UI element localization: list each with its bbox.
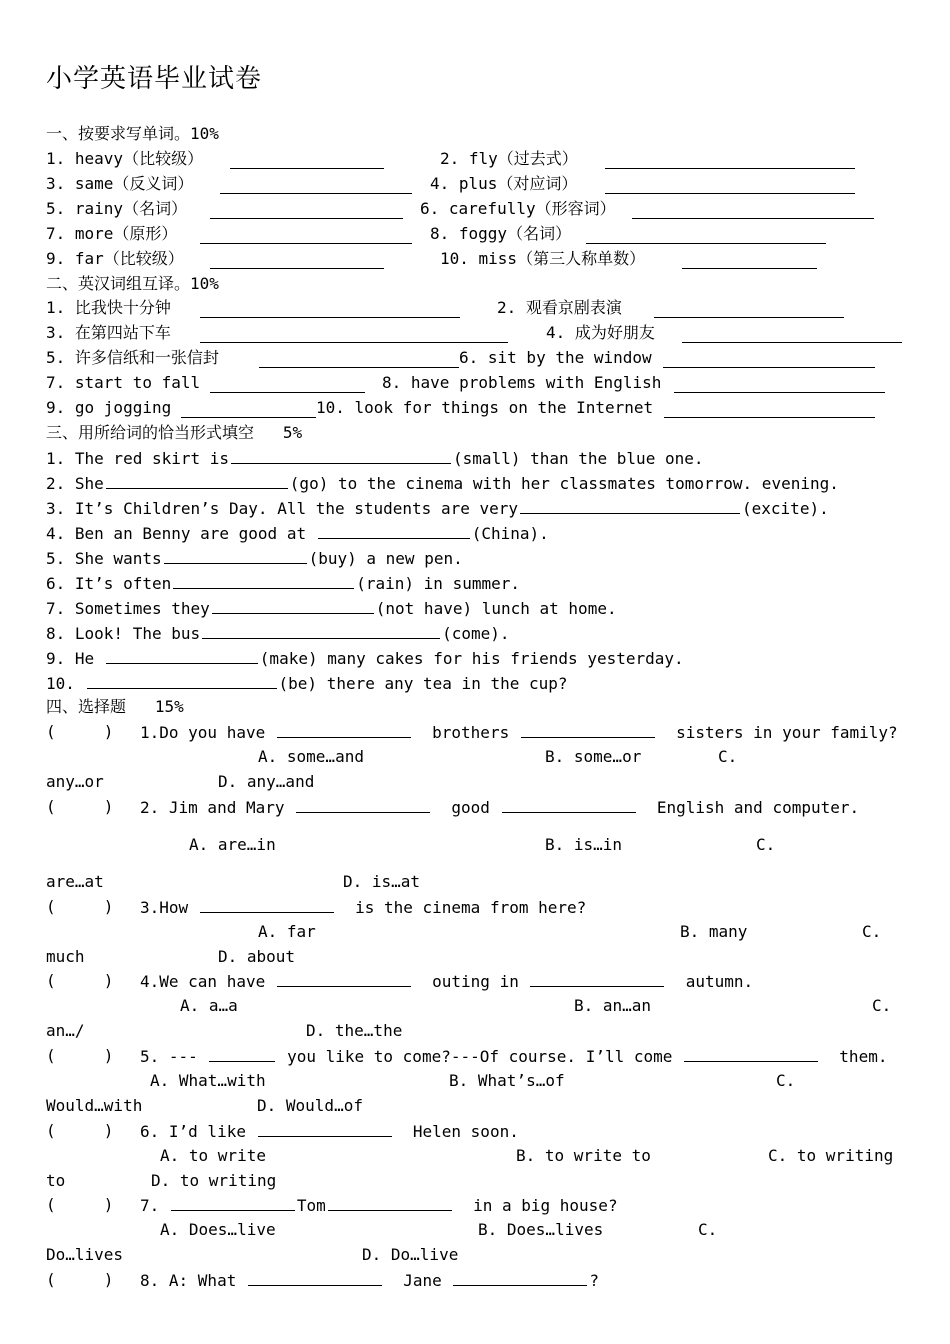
s4-q2-option-d[interactable]: D. is…at (343, 872, 421, 891)
s4-q1-part-a: 1.Do you have (140, 723, 266, 742)
s3-question-3 (46, 497, 829, 519)
s4-q6-option-a[interactable]: A. to write (160, 1146, 266, 1165)
s3-question-10 (46, 672, 568, 694)
s2-q3-blank[interactable] (200, 326, 508, 343)
s4-q6-option-b[interactable]: B. to write to (516, 1146, 651, 1165)
s4-q7-option-c-text: Do…lives (46, 1245, 124, 1264)
section-1-heading: 一、按要求写单词。10% (46, 124, 219, 143)
s3-q7-post: (not have) lunch at home. (375, 599, 617, 618)
s4-q5-part-b: you like to come?---Of course. I’ll come (287, 1047, 673, 1066)
s4-q3-option-d[interactable]: D. about (218, 947, 296, 966)
s4-q7-option-a[interactable]: A. Does…live (160, 1220, 276, 1239)
s2-q4-text: 4. 成为好朋友 (546, 323, 655, 342)
s4-question-8 (140, 1269, 599, 1291)
s2-question-8 (382, 372, 661, 394)
s4-q4-blank-1[interactable] (277, 970, 411, 987)
s4-q2-part-c: English and computer. (656, 798, 860, 817)
s4-q7-option-d[interactable]: D. Do…live (362, 1245, 459, 1264)
s2-q3-text: 3. 在第四站下车 (46, 323, 171, 342)
s4-q1-option-a[interactable]: A. some…and (258, 747, 364, 766)
s2-q10-text: 10. look for things on the Internet (316, 398, 654, 417)
s4-q2-answer-parens[interactable]: ( ) (46, 797, 114, 816)
s3-q8-blank[interactable] (202, 622, 440, 639)
s3-q2-post: (go) to the cinema with her classmates tomorrow. evening. (289, 474, 839, 493)
page-title: 小学英语毕业试卷 (46, 64, 263, 94)
s4-question-3 (140, 896, 586, 918)
s4-q4-option-c-text: an…/ (46, 1021, 85, 1040)
s2-q9-text: 9. go jogging (46, 398, 172, 417)
s3-question-2 (46, 472, 839, 494)
s2-question-1 (46, 297, 171, 319)
s4-q1-blank-1[interactable] (277, 721, 411, 738)
s4-q6-part-a: 6. I’d like (140, 1122, 246, 1141)
s4-q2-option-c-label[interactable]: C. (756, 835, 776, 854)
s4-q3-option-b[interactable]: B. many (680, 922, 748, 941)
s4-q8-part-b: Jane (403, 1271, 442, 1290)
s4-q2-option-c-text: are…at (46, 872, 104, 891)
s3-question-9 (46, 647, 684, 669)
s2-q2-blank[interactable] (654, 301, 844, 318)
s4-q5-option-c-text: Would…with (46, 1096, 143, 1115)
s3-question-7 (46, 597, 617, 619)
s4-q6-answer-parens[interactable]: ( ) (46, 1121, 114, 1140)
s4-q7-answer-parens[interactable]: ( ) (46, 1195, 114, 1214)
s2-question-2 (497, 297, 622, 319)
s4-q1-option-d[interactable]: D. any…and (218, 772, 315, 791)
s4-q4-option-c-label[interactable]: C. (872, 996, 892, 1015)
s4-q4-part-a: 4.We can have (140, 972, 266, 991)
s3-q2-blank[interactable] (106, 472, 288, 489)
s3-question-8 (46, 622, 510, 644)
s4-q7-blank-1[interactable] (171, 1194, 295, 1211)
s4-q6-option-d[interactable]: D. to writing (151, 1171, 277, 1190)
s4-q4-blank-2[interactable] (530, 970, 664, 987)
s4-q6-part-b: Helen soon. (412, 1122, 519, 1141)
s4-q3-option-c-text: much (46, 947, 85, 966)
s2-question-5 (46, 347, 219, 369)
s4-q5-option-d[interactable]: D. Would…of (257, 1096, 363, 1115)
s4-q1-part-b: brothers (432, 723, 510, 742)
s3-q2-pre: 2. She (46, 474, 104, 493)
s1-q4-blank[interactable] (605, 177, 855, 194)
s4-q3-answer-parens[interactable]: ( ) (46, 897, 114, 916)
s1-q1-text: 1. heavy（比较级） (46, 149, 204, 168)
s4-q7-option-c-label[interactable]: C. (698, 1220, 718, 1239)
s3-question-1 (46, 447, 703, 469)
s3-q1-blank[interactable] (231, 447, 451, 464)
s2-q4-blank[interactable] (682, 326, 902, 343)
s4-q1-answer-parens[interactable]: ( ) (46, 722, 114, 741)
s3-q5-blank[interactable] (164, 547, 307, 564)
s1-question-6 (420, 198, 616, 220)
s3-q8-pre: 8. Look! The bus (46, 624, 201, 643)
s4-q5-part-c: them. (839, 1047, 888, 1066)
s3-q6-post: (rain) in summer. (356, 574, 520, 593)
s1-q10-blank[interactable] (682, 252, 817, 269)
s3-question-6 (46, 572, 520, 594)
s3-q4-blank[interactable] (318, 522, 470, 539)
s1-q10-text: 10. miss（第三人称单数） (440, 249, 646, 268)
s4-q1-part-c: sisters in your family? (676, 723, 898, 742)
s2-question-7 (46, 372, 200, 394)
s3-q6-pre: 6. It’s often (46, 574, 172, 593)
s3-q5-post: (buy) a new pen. (308, 549, 463, 568)
s4-q5-blank-1[interactable] (209, 1045, 275, 1062)
s4-q7-option-b[interactable]: B. Does…lives (478, 1220, 604, 1239)
s2-q8-text: 8. have problems with English (382, 373, 662, 392)
s3-question-5 (46, 547, 463, 569)
s4-q3-blank[interactable] (200, 896, 334, 913)
s4-q2-part-a: 2. Jim and Mary (140, 798, 285, 817)
s4-q4-option-a[interactable]: A. a…a (180, 996, 238, 1015)
s3-q3-post: (excite). (742, 499, 829, 518)
s2-question-6 (459, 347, 652, 369)
s4-q7-part-a: 7. (140, 1196, 169, 1215)
s2-question-9 (46, 397, 171, 419)
s2-question-10 (316, 397, 653, 419)
s4-q4-answer-parens[interactable]: ( ) (46, 971, 114, 990)
s4-q1-option-c-text: any…or (46, 772, 104, 791)
s4-q5-option-c-label[interactable]: C. (776, 1071, 796, 1090)
s1-q7-blank[interactable] (200, 227, 412, 244)
s4-q4-option-d[interactable]: D. the…the (306, 1021, 403, 1040)
s4-q5-answer-parens[interactable]: ( ) (46, 1046, 114, 1065)
s3-q7-blank[interactable] (212, 597, 374, 614)
s4-q5-option-b[interactable]: B. What’s…of (449, 1071, 565, 1090)
s4-q4-part-b: outing in (432, 972, 519, 991)
s2-q5-text: 5. 许多信纸和一张信封 (46, 348, 219, 367)
s4-q5-blank-2[interactable] (684, 1045, 818, 1062)
s4-q2-option-a[interactable]: A. are…in (189, 835, 276, 854)
s4-q2-option-b[interactable]: B. is…in (545, 835, 623, 854)
s4-q8-blank-2[interactable] (453, 1269, 587, 1286)
s3-q8-post: (come). (442, 624, 510, 643)
s3-q4-post: (China). (471, 524, 549, 543)
s3-q1-pre: 1. The red skirt is (46, 449, 230, 468)
s2-question-3 (46, 322, 171, 344)
s3-q9-blank[interactable] (106, 647, 258, 664)
s3-q10-post: (be) there any tea in the cup? (278, 674, 568, 693)
s2-q1-text: 1. 比我快十分钟 (46, 298, 171, 317)
s4-q7-part-c: in a big house? (473, 1196, 618, 1215)
s1-q1-blank[interactable] (230, 152, 384, 169)
s1-question-3 (46, 173, 193, 195)
s4-question-6 (140, 1120, 519, 1142)
s2-q7-text: 7. start to fall (46, 373, 201, 392)
s4-q3-option-c-label[interactable]: C. (862, 922, 882, 941)
s1-question-10 (440, 248, 645, 270)
s2-q5-blank[interactable] (259, 351, 459, 368)
s1-question-1 (46, 148, 203, 170)
s1-question-7 (46, 223, 177, 245)
s4-question-1 (140, 721, 898, 743)
s1-q9-blank[interactable] (210, 252, 384, 269)
s2-q2-text: 2. 观看京剧表演 (497, 298, 622, 317)
s1-q2-blank[interactable] (605, 152, 855, 169)
s1-question-2 (440, 148, 578, 170)
s1-q8-blank[interactable] (586, 227, 826, 244)
s4-q3-part-b: is the cinema from here? (355, 898, 587, 917)
section-3-heading: 三、用所给词的恰当形式填空 5% (46, 423, 303, 442)
s2-q8-blank[interactable] (674, 376, 885, 393)
s3-q3-pre: 3. It’s Children’s Day. All the students are very (46, 499, 519, 518)
s3-question-4 (46, 522, 549, 544)
s1-question-9 (46, 248, 184, 270)
s3-q7-pre: 7. Sometimes they (46, 599, 210, 618)
s2-q9-blank[interactable] (181, 401, 316, 418)
s2-q1-blank[interactable] (200, 301, 460, 318)
s4-q2-blank-2[interactable] (502, 796, 636, 813)
s2-question-4 (546, 322, 655, 344)
s4-q4-option-b[interactable]: B. an…an (574, 996, 652, 1015)
s1-question-8 (430, 223, 571, 245)
s4-question-2 (140, 796, 859, 818)
s4-q1-blank-2[interactable] (521, 721, 655, 738)
section-4-heading: 四、选择题 15% (46, 697, 184, 716)
section-2-heading: 二、英汉词组互译。10% (46, 274, 219, 293)
s2-q7-blank[interactable] (210, 376, 365, 393)
s1-question-5 (46, 198, 187, 220)
s4-q6-option-c-label[interactable]: C. to writing (768, 1146, 894, 1165)
s4-q7-blank-2[interactable] (328, 1194, 452, 1211)
s1-q5-blank[interactable] (210, 202, 403, 219)
s1-q7-text: 7. more（原形） (46, 224, 178, 243)
s4-q8-part-c: ? (589, 1271, 600, 1290)
s4-question-7 (140, 1194, 618, 1216)
s1-q2-text: 2. fly（过去式） (440, 149, 578, 168)
s4-q2-part-b: good (451, 798, 490, 817)
s3-q1-post: (small) than the blue one. (453, 449, 704, 468)
s3-q9-pre: 9. He (46, 649, 104, 668)
s3-q6-blank[interactable] (173, 572, 354, 589)
s4-q7-part-b: Tom (296, 1196, 326, 1215)
s4-q3-option-a[interactable]: A. far (258, 922, 316, 941)
s4-q5-option-a[interactable]: A. What…with (150, 1071, 266, 1090)
s3-q4-pre: 4. Ben an Benny are good at (46, 524, 316, 543)
s4-q1-option-b[interactable]: B. some…or (545, 747, 642, 766)
s4-question-5 (140, 1045, 887, 1067)
s4-q8-blank-1[interactable] (248, 1269, 382, 1286)
s2-q10-blank[interactable] (664, 401, 875, 418)
s4-q6-option-c-text: to (46, 1171, 66, 1190)
s4-q3-part-a: 3.How (140, 898, 189, 917)
s1-q4-text: 4. plus（对应词） (430, 174, 578, 193)
s3-q5-pre: 5. She wants (46, 549, 162, 568)
s4-q8-part-a: 8. A: What (140, 1271, 237, 1290)
s1-q3-blank[interactable] (220, 177, 412, 194)
s4-q8-answer-parens[interactable]: ( ) (46, 1270, 114, 1289)
s4-question-4 (140, 970, 753, 992)
s4-q4-part-c: autumn. (685, 972, 754, 991)
s1-q5-text: 5. rainy（名词） (46, 199, 188, 218)
s4-q6-blank[interactable] (258, 1120, 392, 1137)
s1-question-4 (430, 173, 577, 195)
s1-q9-text: 9. far（比较级） (46, 249, 184, 268)
s3-q10-blank[interactable] (87, 672, 277, 689)
s2-q6-text: 6. sit by the window (459, 348, 652, 367)
s4-q5-part-a: 5. --- (140, 1047, 208, 1066)
s1-q3-text: 3. same（反义词） (46, 174, 194, 193)
s3-q10-pre: 10. (46, 674, 85, 693)
s3-q3-blank[interactable] (520, 497, 740, 514)
s2-q6-blank[interactable] (663, 351, 875, 368)
s4-q1-option-c-label[interactable]: C. (718, 747, 738, 766)
s3-q9-post: (make) many cakes for his friends yesterday. (259, 649, 684, 668)
s4-q2-blank-1[interactable] (296, 796, 430, 813)
s1-q6-text: 6. carefully（形容词） (420, 199, 616, 218)
s1-q8-text: 8. foggy（名词） (430, 224, 572, 243)
s1-q6-blank[interactable] (632, 202, 874, 219)
